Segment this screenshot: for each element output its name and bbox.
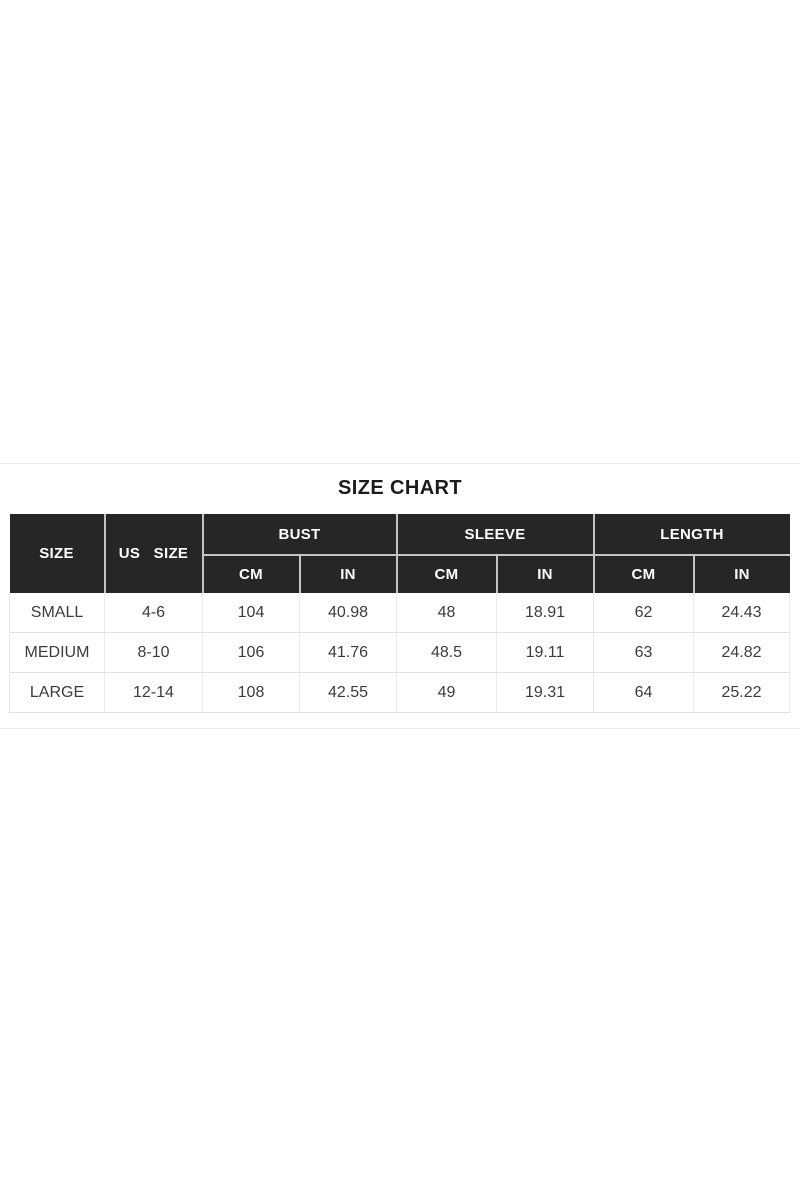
cell-sleeve-in: 19.31 [497, 673, 594, 713]
header-cell-length: LENGTH [594, 514, 790, 555]
cell-sleeve-cm: 48 [397, 593, 497, 633]
subheader-bust-in: IN [300, 555, 397, 593]
section-divider-bottom [0, 728, 800, 729]
size-chart-title: SIZE CHART [338, 477, 462, 499]
cell-us-size: 12-14 [105, 673, 203, 713]
section-divider-top [0, 463, 800, 464]
table-row-small [10, 593, 790, 633]
subheader-bust-cm: CM [203, 555, 300, 593]
cell-sleeve-cm: 49 [397, 673, 497, 713]
subheader-sleeve-cm: CM [397, 555, 497, 593]
cell-length-cm: 63 [594, 633, 694, 673]
cell-size-label: MEDIUM [10, 633, 105, 673]
cell-bust-cm: 108 [203, 673, 300, 713]
cell-sleeve-in: 18.91 [497, 593, 594, 633]
subheader-length-in: IN [694, 555, 790, 593]
cell-length-cm: 62 [594, 593, 694, 633]
table-row-medium [10, 633, 790, 673]
header-cell-us-size: US SIZE [105, 514, 203, 593]
table-body [10, 593, 790, 713]
cell-size-label: LARGE [10, 673, 105, 713]
cell-bust-in: 42.55 [300, 673, 397, 713]
cell-length-in: 24.82 [694, 633, 790, 673]
cell-bust-in: 41.76 [300, 633, 397, 673]
header-cell-bust: BUST [203, 514, 397, 555]
cell-length-in: 25.22 [694, 673, 790, 713]
cell-us-size: 4-6 [105, 593, 203, 633]
cell-length-in: 24.43 [694, 593, 790, 633]
size-chart-table [9, 514, 790, 713]
cell-bust-cm: 104 [203, 593, 300, 633]
cell-size-label: SMALL [10, 593, 105, 633]
header-group-row [10, 514, 790, 555]
cell-length-cm: 64 [594, 673, 694, 713]
table-header [10, 514, 790, 593]
cell-us-size: 8-10 [105, 633, 203, 673]
header-cell-size: SIZE [10, 514, 105, 593]
cell-bust-cm: 106 [203, 633, 300, 673]
subheader-length-cm: CM [594, 555, 694, 593]
cell-sleeve-cm: 48.5 [397, 633, 497, 673]
subheader-sleeve-in: IN [497, 555, 594, 593]
size-chart-section [9, 514, 789, 713]
header-cell-sleeve: SLEEVE [397, 514, 594, 555]
cell-bust-in: 40.98 [300, 593, 397, 633]
table-row-large [10, 673, 790, 713]
cell-sleeve-in: 19.11 [497, 633, 594, 673]
